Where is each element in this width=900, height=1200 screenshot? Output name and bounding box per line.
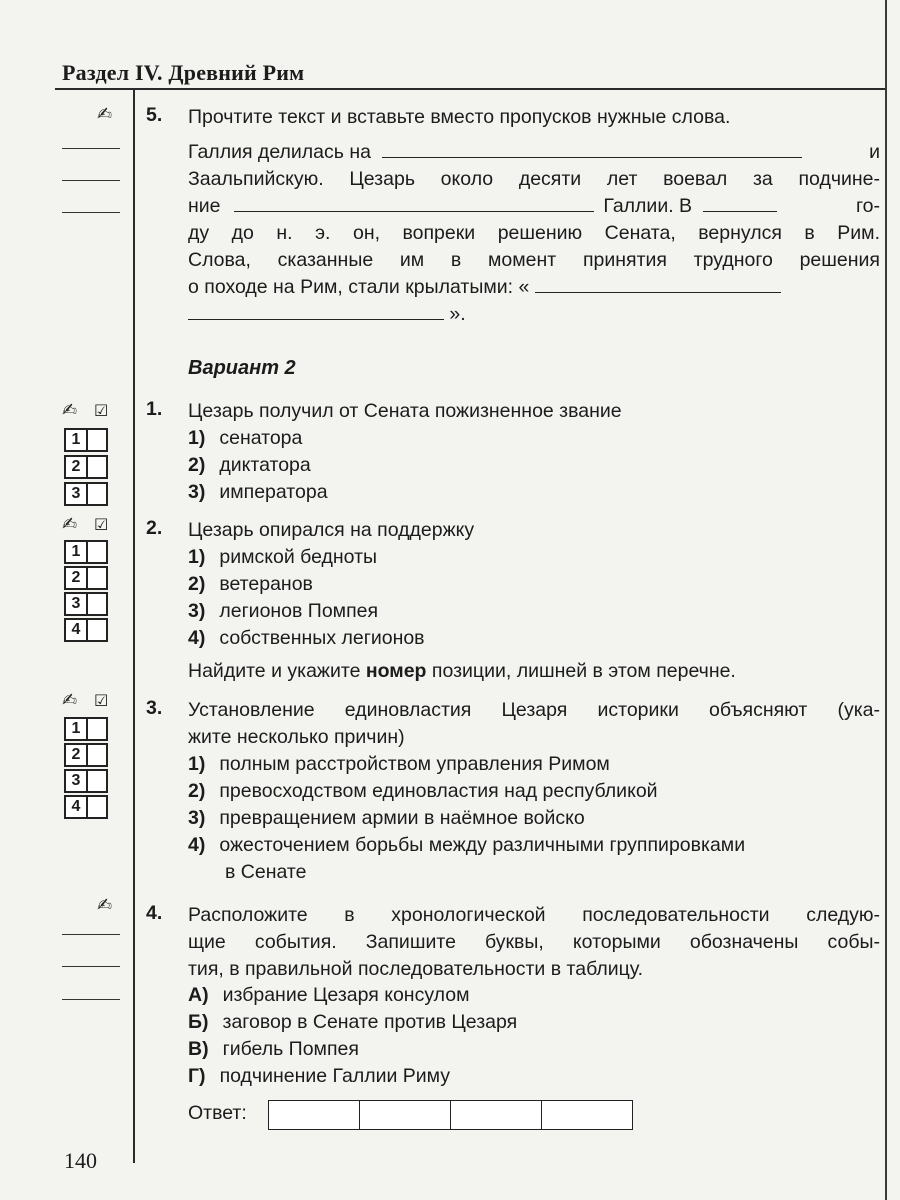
option-text: римской бедноты bbox=[219, 546, 378, 568]
question-text: Расположите в хронологической последовательности следую- bbox=[188, 904, 880, 926]
instruction-fragment: Найдите и укажите bbox=[188, 660, 366, 682]
question-number: 1. bbox=[146, 398, 163, 420]
pen-icon: ✍ bbox=[97, 104, 113, 124]
answer-cell[interactable] bbox=[360, 1101, 451, 1129]
header-rule bbox=[55, 88, 885, 90]
option-marker: 1) bbox=[188, 427, 206, 449]
answer-option-box[interactable] bbox=[64, 566, 108, 590]
answer-checkbox[interactable] bbox=[88, 592, 108, 616]
text-fragment: ». bbox=[449, 303, 466, 325]
answer-option-box[interactable] bbox=[64, 540, 108, 564]
answer-checkbox[interactable] bbox=[88, 455, 108, 479]
text-fragment: Галлии. В bbox=[603, 195, 693, 217]
option-number: 1 bbox=[64, 428, 88, 452]
answer-option-box[interactable] bbox=[64, 455, 108, 479]
option-marker: 3) bbox=[188, 807, 206, 829]
question-text: жите несколько причин) bbox=[188, 726, 405, 748]
text-fragment: и bbox=[869, 141, 880, 163]
option-text: диктатора bbox=[219, 454, 311, 476]
page-number: 140 bbox=[64, 1148, 97, 1173]
option-marker: 3) bbox=[188, 481, 206, 503]
margin-rule bbox=[133, 88, 135, 1163]
instruction-text bbox=[188, 658, 880, 685]
fill-blank[interactable] bbox=[382, 139, 802, 158]
option-marker: 2) bbox=[188, 780, 206, 802]
option-text: сенатора bbox=[219, 427, 303, 449]
option-number: 2 bbox=[64, 743, 88, 767]
answer-option bbox=[188, 598, 378, 625]
question-text: Установление единовластия Цезаря историки объясняют (ука- bbox=[188, 699, 880, 721]
answer-checkbox[interactable] bbox=[88, 566, 108, 590]
answer-cell[interactable] bbox=[451, 1101, 542, 1129]
option-text: ожесточением борьбы между различными группировками bbox=[219, 834, 746, 856]
answer-checkbox[interactable] bbox=[88, 769, 108, 793]
option-text: подчинение Галлии Риму bbox=[219, 1065, 451, 1087]
answer-option bbox=[188, 751, 610, 778]
answer-option-box[interactable] bbox=[64, 618, 108, 642]
option-number: 2 bbox=[64, 455, 88, 479]
text-line bbox=[188, 139, 880, 166]
option-number: 4 bbox=[64, 618, 88, 642]
option-marker: 1) bbox=[188, 753, 206, 775]
answer-label: Ответ: bbox=[188, 1102, 247, 1124]
instruction-emphasis: номер bbox=[365, 660, 427, 682]
option-number: 1 bbox=[64, 540, 88, 564]
text-line bbox=[188, 274, 880, 301]
option-text-continuation: в Сенате bbox=[225, 861, 307, 883]
option-text: легионов Помпея bbox=[219, 600, 379, 622]
answer-option bbox=[188, 805, 585, 832]
option-number: 4 bbox=[64, 795, 88, 819]
text-line bbox=[188, 301, 880, 328]
answer-checkbox[interactable] bbox=[88, 482, 108, 506]
variant-heading: Вариант 2 bbox=[188, 357, 296, 379]
answer-checkbox[interactable] bbox=[88, 795, 108, 819]
answer-option bbox=[188, 832, 745, 859]
text-fragment: о походе на Рим, стали крылатыми: « bbox=[188, 276, 530, 298]
answer-option-box[interactable] bbox=[64, 482, 108, 506]
option-marker: 2) bbox=[188, 454, 206, 476]
question-text: Цезарь получил от Сената пожизненное звание bbox=[188, 400, 622, 422]
answer-option bbox=[188, 452, 311, 479]
page-edge bbox=[885, 0, 887, 1200]
answer-option bbox=[188, 425, 302, 452]
instruction-fragment: позиции, лишней в этом перечне. bbox=[426, 660, 736, 682]
answer-line[interactable] bbox=[62, 966, 120, 967]
option-number: 2 bbox=[64, 566, 88, 590]
option-marker: Г) bbox=[188, 1065, 206, 1087]
option-number: 1 bbox=[64, 717, 88, 741]
pen-icon: ✍ bbox=[62, 400, 78, 420]
pen-icon: ✍ bbox=[62, 514, 78, 534]
option-marker: 1) bbox=[188, 546, 206, 568]
question-number: 2. bbox=[146, 517, 163, 539]
fill-blank[interactable] bbox=[234, 193, 594, 212]
answer-option bbox=[188, 1009, 517, 1036]
option-text: избрание Цезаря консулом bbox=[222, 984, 470, 1006]
answer-option bbox=[188, 544, 377, 571]
question-number: 3. bbox=[146, 697, 163, 719]
answer-line[interactable] bbox=[62, 180, 120, 181]
answer-cell[interactable] bbox=[542, 1101, 632, 1129]
option-text: заговор в Сенате против Цезаря bbox=[222, 1011, 518, 1033]
option-marker: 2) bbox=[188, 573, 206, 595]
option-marker: Б) bbox=[188, 1011, 209, 1033]
answer-option bbox=[188, 571, 313, 598]
pen-icon: ✍ bbox=[97, 895, 113, 915]
option-number: 3 bbox=[64, 592, 88, 616]
option-marker: В) bbox=[188, 1038, 209, 1060]
question-text: тия, в правильной последовательности в таблицу. bbox=[188, 958, 644, 980]
text-line: ду до н. э. он, вопреки решению Сената, вернулся в Рим. bbox=[188, 222, 880, 244]
answer-line[interactable] bbox=[62, 148, 120, 149]
answer-line[interactable] bbox=[62, 934, 120, 935]
question-number: 5. bbox=[146, 104, 163, 126]
answer-checkbox[interactable] bbox=[88, 618, 108, 642]
answer-checkbox[interactable] bbox=[88, 717, 108, 741]
option-text: полным расстройством управления Римом bbox=[219, 753, 610, 775]
answer-table bbox=[268, 1100, 633, 1130]
section-title: Раздел IV. Древний Рим bbox=[62, 60, 305, 85]
option-text: собственных легионов bbox=[219, 627, 425, 649]
answer-option bbox=[188, 625, 425, 652]
answer-line[interactable] bbox=[62, 212, 120, 213]
option-number: 3 bbox=[64, 769, 88, 793]
checkbox-icon: ☑ bbox=[94, 517, 109, 534]
answer-checkbox[interactable] bbox=[88, 428, 108, 452]
answer-option-box[interactable] bbox=[64, 717, 108, 741]
answer-line[interactable] bbox=[62, 999, 120, 1000]
fill-blank[interactable] bbox=[703, 193, 777, 212]
question-number: 4. bbox=[146, 902, 163, 924]
answer-option-box[interactable] bbox=[64, 743, 108, 767]
text-fragment: Галлия делилась на bbox=[188, 141, 371, 163]
checkbox-icon: ☑ bbox=[94, 403, 109, 420]
answer-option bbox=[188, 982, 470, 1009]
fill-blank[interactable] bbox=[535, 274, 781, 293]
answer-checkbox[interactable] bbox=[88, 540, 108, 564]
answer-option-box[interactable] bbox=[64, 795, 108, 819]
option-marker: А) bbox=[188, 984, 209, 1006]
option-text: гибель Помпея bbox=[222, 1038, 359, 1060]
question-text: Цезарь опирался на поддержку bbox=[188, 519, 475, 541]
text-line: Заальпийскую. Цезарь около десяти лет воевал за подчине- bbox=[188, 168, 880, 190]
text-line: Слова, сказанные им в момент принятия трудного решения bbox=[188, 249, 880, 271]
question-text: щие события. Запишите буквы, которыми обозначены собы- bbox=[188, 931, 880, 953]
option-marker: 4) bbox=[188, 834, 206, 856]
text-fragment: го- bbox=[855, 195, 880, 217]
text-fragment: ние bbox=[188, 195, 221, 217]
checkbox-icon: ☑ bbox=[94, 693, 109, 710]
answer-cell[interactable] bbox=[269, 1101, 360, 1129]
answer-option bbox=[188, 1036, 359, 1063]
answer-checkbox[interactable] bbox=[88, 743, 108, 767]
answer-option-box[interactable] bbox=[64, 428, 108, 452]
answer-option bbox=[188, 778, 658, 805]
option-marker: 3) bbox=[188, 600, 206, 622]
option-number: 3 bbox=[64, 482, 88, 506]
option-text: превращением армии в наёмное войско bbox=[219, 807, 585, 829]
answer-option-box[interactable] bbox=[64, 592, 108, 616]
option-text: превосходством единовластия над республикой bbox=[219, 780, 658, 802]
fill-blank[interactable] bbox=[188, 301, 444, 320]
option-text: ветеранов bbox=[219, 573, 313, 595]
option-marker: 4) bbox=[188, 627, 206, 649]
answer-option-box[interactable] bbox=[64, 769, 108, 793]
option-text: императора bbox=[219, 481, 328, 503]
pen-icon: ✍ bbox=[62, 690, 78, 710]
text-line bbox=[188, 193, 880, 220]
question-text: Прочтите текст и вставьте вместо пропусков нужные слова. bbox=[188, 106, 731, 128]
answer-option bbox=[188, 1063, 450, 1090]
answer-option bbox=[188, 479, 328, 506]
